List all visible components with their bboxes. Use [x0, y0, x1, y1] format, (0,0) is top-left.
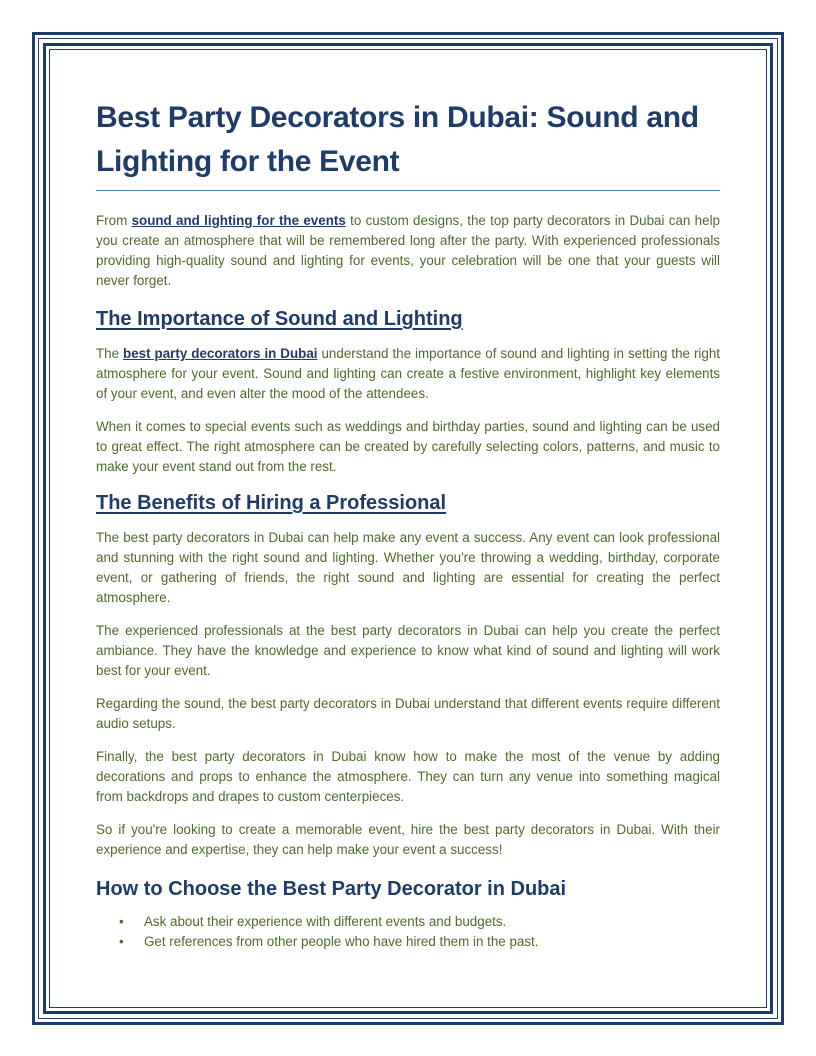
section-heading-importance: The Importance of Sound and Lighting — [96, 308, 463, 330]
list-item — [119, 912, 720, 932]
list-item — [119, 932, 720, 952]
importance-paragraph-2: When it comes to special events such as weddings and birthday parties, sound and lighting can be used to great effect. The right atmosphere can be created by carefully selecting colors, patterns, and music to make your event stand out from the rest. — [96, 419, 720, 474]
section-heading-benefits: The Benefits of Hiring a Professional — [96, 492, 447, 514]
benefits-paragraph-1: The best party decorators in Dubai can help make any event a success. Any event can look professional and stunning with the right sound and lighting. Whether you're throwing a wedding, birthday, corporate event, or gathering of friends, the right sound and lighting are essential for creating the perfect atmosphere. — [96, 530, 720, 605]
section-heading-how-to-choose: How to Choose the Best Party Decorator in Dubai — [96, 878, 567, 900]
intro-paragraph — [96, 211, 720, 291]
party-decorators-link[interactable]: best party decorators in Dubai — [123, 346, 318, 361]
importance-p1-prefix: The — [96, 346, 124, 361]
benefits-paragraph-3: Regarding the sound, the best party decorators in Dubai understand that different events require different audio setups. — [96, 696, 720, 731]
document-body — [96, 96, 720, 952]
bullet-icon: • — [119, 934, 124, 949]
importance-paragraph-1 — [96, 344, 720, 404]
page-title: Best Party Decorators in Dubai: Sound and Lighting for the Event — [96, 96, 720, 191]
intro-prefix: From — [96, 213, 132, 228]
bullet-icon: • — [119, 914, 124, 929]
sound-lighting-link[interactable]: sound and lighting for the events — [131, 213, 346, 228]
intro-rest: to custom designs, the top party decorators in Dubai can help you create an atmosphere that will be remembered long after the party. With experienced professionals providing high-quality sound and lighting for events, your celebration will be one that your guests will never forget. — [96, 213, 720, 288]
list-item-text: Ask about their experience with different events and budgets. — [144, 914, 507, 929]
list-item-text: Get references from other people who have hired them in the past. — [144, 934, 539, 949]
benefits-paragraph-2: The experienced professionals at the best party decorators in Dubai can help you create the perfect ambiance. They have the knowledge and experience to know what kind of sound and lighting will work best for your event. — [96, 623, 720, 678]
benefits-paragraph-5: So if you're looking to create a memorable event, hire the best party decorators in Dubai. With their experience and expertise, they can help make your event a success! — [96, 822, 720, 857]
tips-list — [96, 912, 720, 952]
benefits-paragraph-4: Finally, the best party decorators in Dubai know how to make the most of the venue by adding decorations and props to enhance the atmosphere. They can turn any venue into something magical from backdrops and drapes to custom centerpieces. — [96, 749, 720, 804]
importance-p1-rest: understand the importance of sound and lighting in setting the right atmosphere for your event. Sound and lighting can create a festive environment, highlight key elements of your event, and even alter the mood of the attendees. — [96, 346, 720, 401]
